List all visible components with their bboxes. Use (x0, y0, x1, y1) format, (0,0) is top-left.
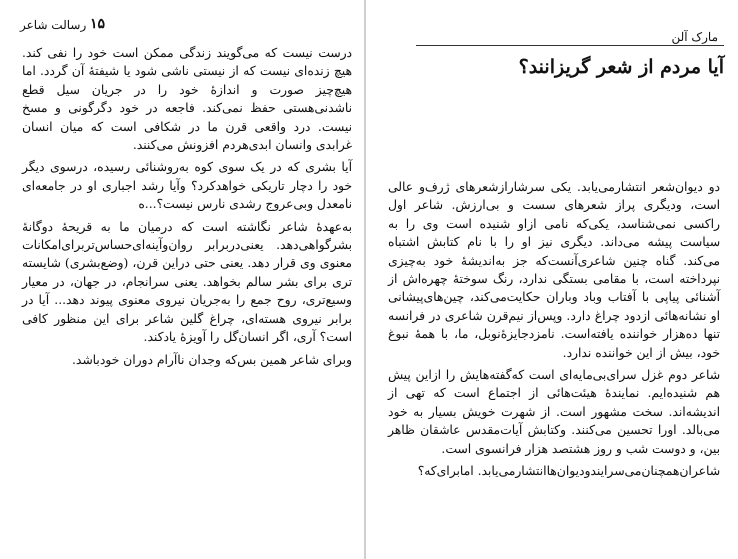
article-title: آیا مردم از شعر گریزانند؟ (518, 56, 724, 78)
right-page (366, 0, 738, 559)
left-page-number: ۱۵ (90, 16, 106, 32)
right-paragraph: دو دیوان‌شعر انتشارمی‌یابد. یکی سرشاراز‌شعرهای ژرف‌و عالی است، ودیگری پراز شعرهای سست و بی‌ارزش. شاعر اول راکسی نمی‌شناسد، یکی‌که نامی ازاو شنیده است وی را به سیاست پیشه می‌داند. دیگری نیز او را با نام کتابش اشتباه می‌کند. گناه چنین شاعری‌آنست‌که جز به‌اندیشهٔ خود به‌چیزی نپرداخته است، با مقامی بستگی ندارد، رنگ سوختهٔ چهره‌اش از آشنائی پیاپی با آفتاب وباد وباران حکایت‌می‌کند، چین‌های‌پیشانی او نشانه‌هائی ازدود چراغ دارد. وپس‌از نیم‌قرن شاعری در فرانسه تنها ده‌هزار خواننده یافته‌است. نامزدجایزهٔ‌نوبل، ما، با همهٔ نبوغ خود، بیش از این خواننده ندارد. (388, 180, 720, 360)
left-page (0, 0, 366, 559)
header-rule (416, 45, 724, 46)
left-paragraph: آیا بشری که در یک سوی کوه به‌روشنائی رسیده، درسوی دیگر خود را دچار تاریکی خواهدکرد؟ وآیا رشد اجباری او در جامعه‌ای نامعدل وبی‌عروج رشدی نارس نیست؟...ه (22, 160, 352, 212)
left-page-header-title: رسالت شاعر (20, 18, 87, 32)
left-paragraph: درست نیست که می‌گویند زندگی ممکن است خود را نفی کند. هیچ زنده‌ای نیست که از نیستی ناشی شود یا شیفتهٔ آن گردد. اما هیچ‌چیز صورت و اندازهٔ خود را در جریان سیل قطع ناشدنی‌هستی حفظ نمی‌کند. فاجعه در خود دگرگونی و مسخ نیست. درد واقعی قرن ما در شکافی است که میان انسان غرابدی وانسان ابدی‌هردم افزونش می‌کنند. (22, 46, 352, 153)
left-paragraph: وبرای شاعر همین بس‌که وجدان ناآرام دوران خودباشد. (72, 352, 352, 367)
right-page-body (388, 178, 720, 481)
right-paragraph: شاعر دوم غزل سرای‌بی‌مایه‌ای است که‌گفته‌هایش را ازاین پیش هم شنیده‌ایم. نمایندهٔ هیئت‌هائی از اجتماع است که تهی از اندیشه‌اند. سخت مشهور است. از شهرت خویش بسیار به خود می‌بالد. اورا تحسین می‌کنند. وکتابش آیات‌مقدس عاشقان ظاهر بین، و دوست شب و روز هشتصد هزار فرانسوی است. (388, 368, 720, 456)
left-page-body (22, 44, 352, 369)
article-author: مارک آلن (671, 30, 718, 44)
left-paragraph: به‌عهدهٔ شاعر نگاشته است که درمیان ما به قریحهٔ دوگانهٔ بشرگواهی‌دهد. یعنی‌دربرابر روان‌وآینه‌ای‌حساس‌تربرای‌امکانات معنوی وی قرار دهد. یعنی حتی دراین قرن، (وضع‌بشری) شایسته‌ تری برای بشر سالم بخواهد. یعنی سرانجام، در جهان، در معیار وسیع‌تری، روح جمع را به‌جریان نیروی معنوی پیوند دهد... آیا در برابر نیروی هسته‌ای، چراغ گلین شاعر برای این منظور کافی است؟ آری، اگر انسان‌گل را آویزهٔ یادکند. (22, 219, 352, 345)
right-paragraph: شاعران‌همچنان‌می‌سرایندودیوان‌هاانتشارمی‌یابد. امابرای‌که؟ (417, 464, 720, 479)
